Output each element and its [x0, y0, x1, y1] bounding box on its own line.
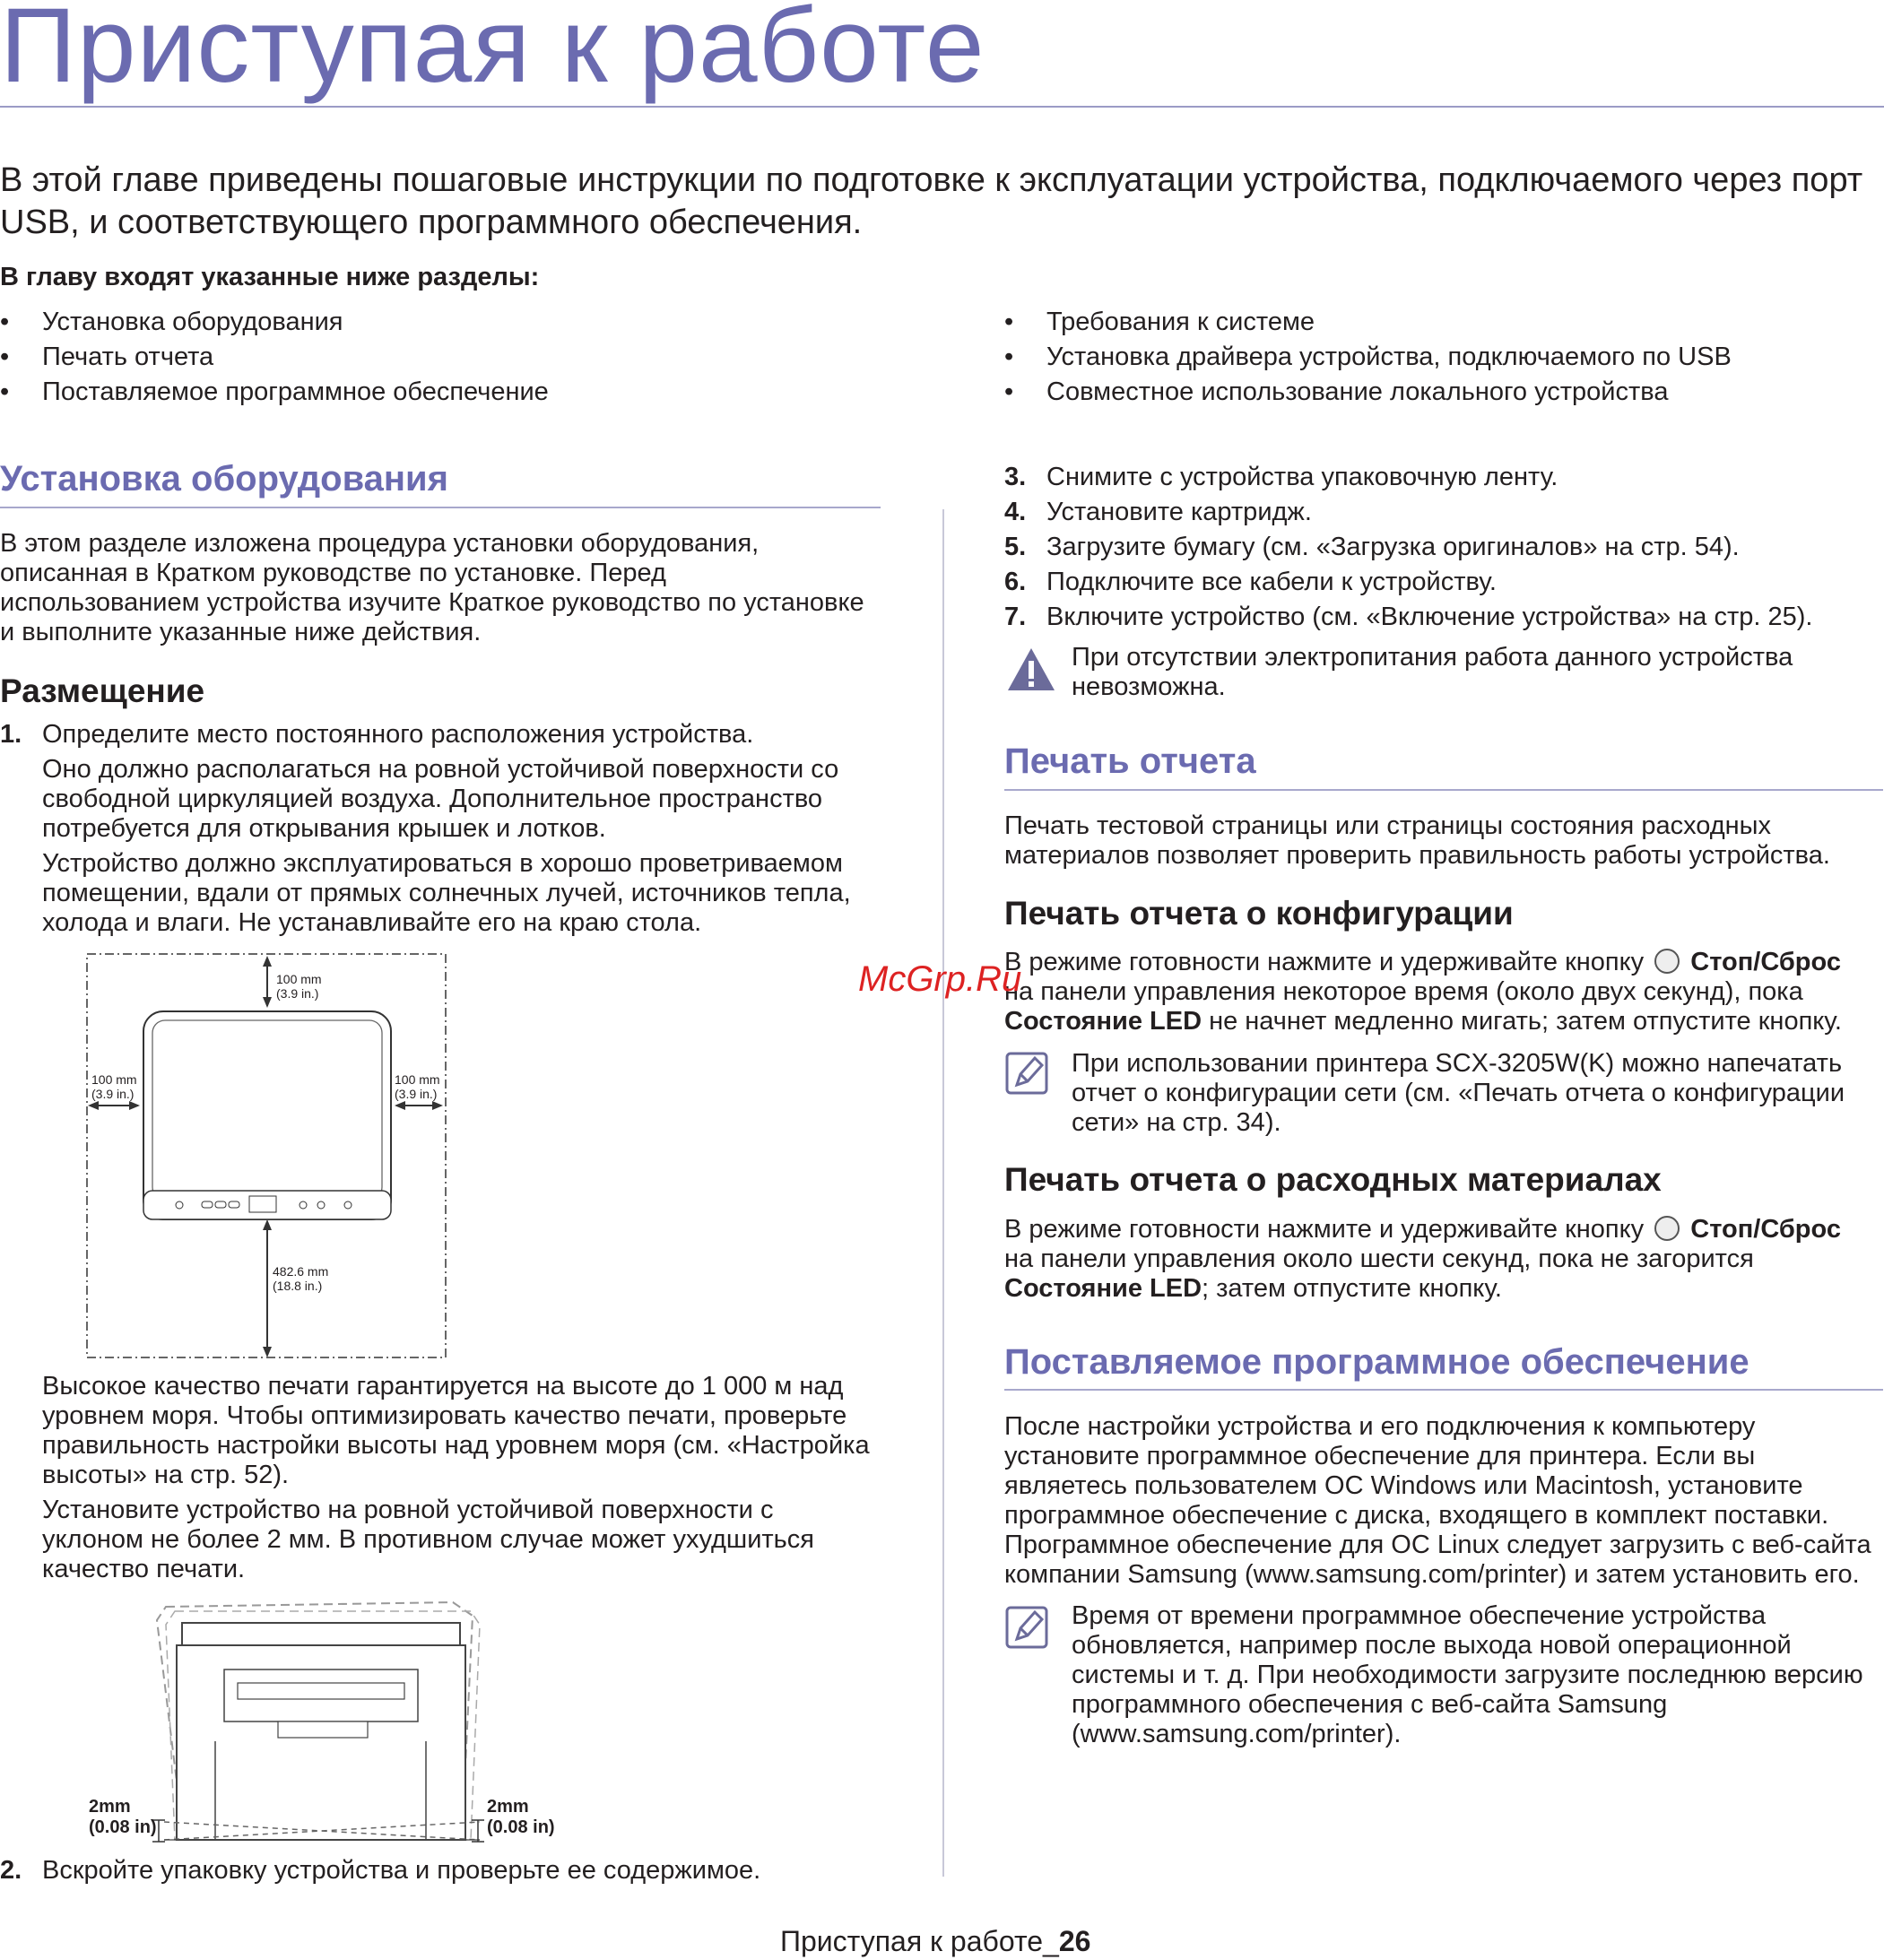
step-6: [1004, 568, 1865, 598]
install-heading: Установка оборудования: [0, 459, 448, 499]
tilt-left-label: [89, 1797, 157, 1838]
paragraph-line: свободной циркуляцией воздуха. Дополнительное пространство: [42, 785, 823, 813]
step-text: Вскройте упаковку устройства и проверьте ее содержимое.: [42, 1856, 761, 1885]
paragraph-line: программное обеспечение с диска, входящего в комплект поставки.: [1004, 1501, 1829, 1530]
measure-in: (0.08 in): [487, 1817, 555, 1837]
step-number: 3.: [1004, 463, 1027, 491]
paragraph-line: потребуется для открывания крышек и лотков.: [42, 814, 606, 843]
software-paragraph: [1004, 1412, 1883, 1590]
note-line: При использовании принтера SCX-3205W(K) можно напечатать: [1072, 1049, 1843, 1078]
note-line: системы и т. д. При необходимости загрузите последнюю версию: [1072, 1661, 1863, 1689]
paragraph-line: установите программное обеспечение для принтера. Если вы: [1004, 1442, 1756, 1470]
toc-item[interactable]: • Печать отчета: [0, 340, 549, 375]
step-number: 1.: [0, 720, 22, 749]
report-heading: Печать отчета: [1004, 742, 1256, 781]
install-intro: [0, 529, 888, 647]
toc-left: [0, 305, 549, 410]
paragraph-line: правильность настройки высоты над уровнем моря (см. «Настройка: [42, 1431, 870, 1460]
clearance-diagram-svg: [81, 949, 457, 1366]
paragraph-line: Установите устройство на ровной устойчивой поверхности с: [42, 1496, 774, 1524]
step-text: Подключите все кабели к устройству.: [1046, 568, 1497, 596]
measure-mm: 100 mm: [91, 1072, 137, 1087]
supplies-report-heading: Печать отчета о расходных материалах: [1004, 1161, 1662, 1198]
step-5: [1004, 533, 1865, 563]
chapter-intro: В этой главе приведены пошаговые инструкции по подготовке к эксплуатации устройства, подключаемого через порт USB, и соответствующего программного обеспечения.: [0, 161, 1863, 241]
note-pencil-icon: [1004, 1051, 1049, 1096]
config-report-heading: Печать отчета о конфигурации: [1004, 895, 1514, 932]
paragraph-line: материалов позволяет проверить правильность работы устройства.: [1004, 841, 1830, 870]
status-led-label: Состояние LED: [1004, 1274, 1202, 1303]
measure-mm: 2mm: [487, 1797, 529, 1817]
step-text: Снимите с устройства упаковочную ленту.: [1046, 463, 1558, 491]
toc-item[interactable]: • Требования к системе: [1004, 305, 1732, 340]
config-note: [1072, 1049, 1870, 1138]
install-intro-line: использованием устройства изучите Краткое руководство по установке: [0, 588, 864, 617]
toc-item[interactable]: • Установка драйвера устройства, подключаемого по USB: [1004, 340, 1732, 375]
step-text: Установите картридж.: [1046, 498, 1312, 526]
step-7: [1004, 603, 1865, 633]
top-clearance-label: [276, 972, 322, 1001]
toc-right: [1004, 305, 1732, 410]
note-line: При отсутствии электропитания работа данного устройства: [1072, 643, 1793, 672]
page-number: 26: [1058, 1925, 1091, 1957]
install-intro-line: и выполните указанные ниже действия.: [0, 618, 482, 646]
tilt-diagram: [85, 1598, 560, 1844]
watermark: McGrp.Ru: [858, 959, 1022, 999]
paragraph-line: После настройки устройства и его подключения к компьютеру: [1004, 1412, 1756, 1441]
paragraph-line: Высокое качество печати гарантируется на высоте до 1 000 м над: [42, 1372, 844, 1401]
config-text: В режиме готовности нажмите и удерживайте кнопку: [1004, 948, 1645, 976]
footer-label: Приступая к работе_: [780, 1925, 1059, 1957]
paragraph-line: помещении, вдали от прямых солнечных лучей, источников тепла,: [42, 879, 851, 907]
right-clearance-label: [395, 1072, 440, 1101]
level-paragraph: [42, 1496, 894, 1584]
supplies-report-paragraph: [1004, 1215, 1883, 1304]
paragraph-line: уклоном не более 2 мм. В противном случае может ухудшиться: [42, 1525, 814, 1554]
bottom-clearance-label: [273, 1264, 328, 1293]
left-clearance-label: [91, 1072, 137, 1101]
sections-heading: В главу входят указанные ниже разделы:: [0, 263, 540, 291]
page-footer: [780, 1925, 1090, 1958]
measure-in: (0.08 in): [89, 1817, 157, 1837]
note-line: невозможна.: [1072, 672, 1226, 701]
stop-reset-label: Стоп/Сброс: [1690, 1215, 1841, 1244]
stop-reset-label: Стоп/Сброс: [1690, 948, 1841, 976]
paragraph-line: [1004, 1215, 1883, 1245]
step-number: 4.: [1004, 498, 1027, 526]
measure-mm: 2mm: [89, 1797, 131, 1817]
paragraph-line: [1004, 1007, 1883, 1036]
column-divider: [942, 509, 944, 1877]
note-line: программного обеспечения с веб-сайта Samsung: [1072, 1690, 1668, 1719]
paragraph-line: Устройство должно эксплуатироваться в хорошо проветриваемом: [42, 849, 843, 878]
paragraph-line: холода и влаги. Не устанавливайте его на краю стола.: [42, 908, 702, 937]
step-2: [0, 1856, 888, 1886]
step-4: [1004, 498, 1865, 528]
placement-paragraph-1: [42, 755, 894, 844]
toc-item[interactable]: • Совместное использование локального устройства: [1004, 375, 1732, 410]
software-note: [1072, 1601, 1870, 1749]
note-line: сети» на стр. 34).: [1072, 1108, 1281, 1137]
step-number: 2.: [0, 1856, 22, 1885]
altitude-paragraph: [42, 1372, 894, 1490]
step-text: Загрузите бумагу (см. «Загрузка оригиналов» на стр. 54).: [1046, 533, 1740, 561]
note-pencil-icon: [1004, 1605, 1049, 1650]
paragraph-line: уровнем моря. Чтобы оптимизировать качество печати, проверьте: [42, 1401, 847, 1430]
warning-icon: [1006, 646, 1056, 694]
measure-mm: 482.6 mm: [273, 1264, 329, 1279]
step-number: 5.: [1004, 533, 1027, 561]
paragraph-line: компании Samsung (www.samsung.com/printer) и затем установить его.: [1004, 1560, 1860, 1589]
paragraph-line: высоты» на стр. 52).: [42, 1461, 290, 1489]
install-rule: [0, 507, 881, 508]
title-rule: [0, 106, 1884, 108]
tilt-right-label: [487, 1797, 555, 1838]
step-1: [0, 720, 888, 750]
supplies-text: ; затем отпустите кнопку.: [1202, 1274, 1502, 1303]
config-report-paragraph: [1004, 948, 1883, 1036]
config-text: не начнет медленно мигать; затем отпустите кнопку.: [1202, 1007, 1842, 1036]
step-number: 6.: [1004, 568, 1027, 596]
paragraph-line: Программное обеспечение для ОС Linux следует загрузить с веб-сайта: [1004, 1531, 1871, 1559]
supplies-text: В режиме готовности нажмите и удерживайте кнопку: [1004, 1215, 1645, 1244]
install-intro-line: описанная в Кратком руководстве по установке. Перед: [0, 559, 666, 587]
paragraph-line: на панели управления некоторое время (около двух секунд), пока: [1004, 977, 1803, 1006]
note-line: обновляется, например после выхода новой операционной: [1072, 1631, 1792, 1660]
measure-in: (3.9 in.): [276, 986, 319, 1001]
measure-mm: 100 mm: [395, 1072, 440, 1087]
software-rule: [1004, 1389, 1883, 1391]
measure-in: (18.8 in.): [273, 1279, 323, 1293]
placement-heading: Размещение: [0, 672, 205, 709]
toc-item[interactable]: • Поставляемое программное обеспечение: [0, 375, 549, 410]
measure-in: (3.9 in.): [395, 1087, 438, 1101]
stop-reset-icon: [1654, 949, 1680, 974]
report-rule: [1004, 789, 1883, 791]
measure-in: (3.9 in.): [91, 1087, 135, 1101]
placement-paragraph-2: [42, 849, 894, 938]
paragraph-line: [1004, 1274, 1883, 1304]
paragraph-line: Оно должно располагаться на ровной устойчивой поверхности со: [42, 755, 839, 784]
toc-item[interactable]: • Установка оборудования: [0, 305, 549, 340]
paragraph-line: Печать тестовой страницы или страницы состояния расходных: [1004, 811, 1772, 840]
step-3: [1004, 463, 1865, 493]
step-number: 7.: [1004, 603, 1027, 631]
software-heading: Поставляемое программное обеспечение: [1004, 1342, 1749, 1382]
paragraph-line: являетесь пользователем ОС Windows или Macintosh, установите: [1004, 1471, 1803, 1500]
measure-mm: 100 mm: [276, 972, 322, 986]
stop-reset-icon: [1654, 1216, 1680, 1241]
report-intro: [1004, 811, 1879, 871]
step-text: Включите устройство (см. «Включение устройства» на стр. 25).: [1046, 603, 1813, 631]
page-title: Приступая к работе: [0, 0, 985, 105]
clearance-diagram: [81, 949, 457, 1366]
step-text: Определите место постоянного расположения устройства.: [42, 720, 754, 749]
paragraph-line: качество печати.: [42, 1555, 246, 1583]
note-line: (www.samsung.com/printer).: [1072, 1720, 1402, 1748]
status-led-label: Состояние LED: [1004, 1007, 1202, 1036]
install-intro-line: В этом разделе изложена процедура установки оборудования,: [0, 529, 760, 558]
note-line: отчет о конфигурации сети (см. «Печать отчета о конфигурации: [1072, 1079, 1845, 1107]
warning-note: [1072, 643, 1861, 702]
paragraph-line: [1004, 948, 1883, 977]
paragraph-line: на панели управления около шести секунд, пока не загорится: [1004, 1245, 1754, 1273]
note-line: Время от времени программное обеспечение устройства: [1072, 1601, 1767, 1630]
